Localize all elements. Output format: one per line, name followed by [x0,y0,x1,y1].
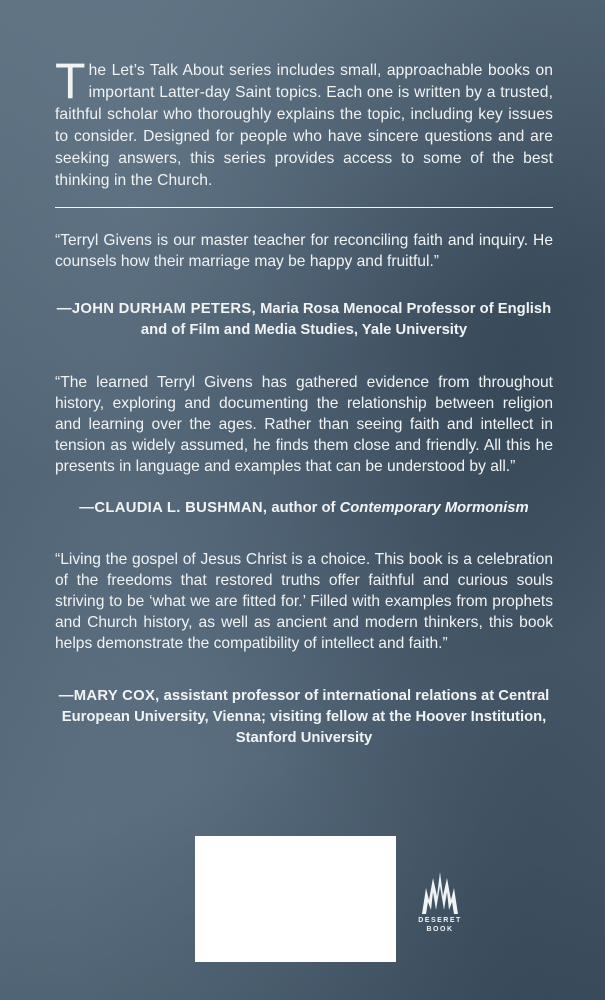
endorser-name: —MARY COX, [58,688,160,704]
endorsement-quote-3: “Living the gospel of Jesus Christ is a choice. This book is a celebration of the freedoms that restored truths offer faithful and curious souls striving to be ‘what we are fitted for.’ Filled with examples from prophets and Church history, as well as ancient and modern thinkers, this book helps demonstrate the compatibility of intellect and faith.” [55,551,553,652]
series-description-text: he Let’s Talk About series includes small, approachable books on important Latter-day Saint topics. Each one is written by a trusted, faithful scholar who thoroughly explains the topic, including key issues to consider. Designed for people who have sincere questions and are seeking answers, this series provides access to some of the best thinking in the Church. [55,62,553,189]
endorser-role: author of [267,500,340,516]
publisher-logo [410,870,470,950]
barcode-area [195,836,396,962]
endorsement-quote-2: “The learned Terryl Givens has gathered evidence from throughout history, exploring and documenting the relationship between religion and learning over the ages. Rather than seeing faith and intellect in tension as widely assumed, he finds them close and friendly. All this he presents in language and examples that can be understood by all.” [55,374,553,475]
deseret-book-spires-icon [416,870,464,916]
endorsement-attribution-2 [55,498,553,519]
series-description [55,53,553,192]
endorser-name: —CLAUDIA L. BUSHMAN, [79,500,268,516]
endorser-role: assistant professor of international relations at Central European University, Vienna; visiting fellow at the Hoover Institution, Stanford University [61,688,550,746]
publisher-name-line2: BOOK [426,926,454,933]
endorser-book-title: Contemporary Mormonism [339,500,529,516]
drop-cap: T [55,53,86,109]
endorsement-quote-1: “Terryl Givens is our master teacher for reconciling faith and inquiry. He counsels how their marriage may be happy and fruitful.” [55,232,553,270]
endorsement-attribution-3 [55,686,553,749]
divider [55,207,553,208]
endorsement-attribution-1 [55,299,553,341]
endorser-name: —JOHN DURHAM PETERS, [56,301,256,317]
publisher-name-line1: DESERET [418,917,462,924]
endorser-role: Maria Rosa Menocal Professor of English and of Film and Media Studies, Yale University [140,301,552,338]
